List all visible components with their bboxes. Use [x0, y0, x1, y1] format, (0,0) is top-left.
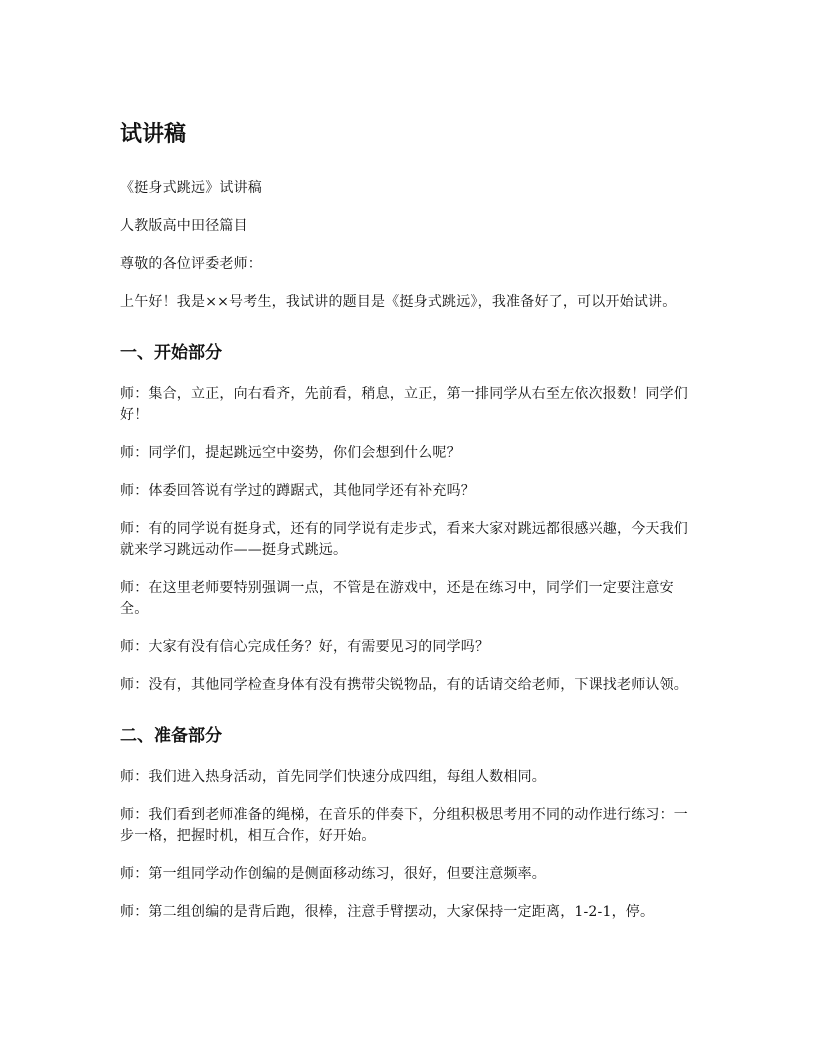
section1-paragraph: 师：体委回答说有学过的蹲踞式，其他同学还有补充吗？ — [120, 483, 475, 499]
section1-paragraph: 师：没有，其他同学检查身体有没有携带尖锐物品，有的话请交给老师，下课找老师认领。 — [120, 677, 688, 693]
document-title: 试讲稿 — [120, 122, 187, 147]
greeting-paragraph: 尊敬的各位评委老师： — [120, 256, 262, 272]
section1-paragraph: 师：集合，立正，向右看齐，先前看，稍息，立正，第一排同学从右至左依次报数！同学们好！ — [120, 386, 688, 423]
section2-paragraph: 师：我们看到老师准备的绳梯，在音乐的伴奏下，分组积极思考用不同的动作进行练习：一步一格，把握时机，相互合作，好开始。 — [120, 807, 688, 844]
lesson-title-paragraph: 《挺身式跳远》试讲稿 — [120, 180, 262, 196]
section1-paragraph: 师：同学们，提起跳远空中姿势，你们会想到什么呢？ — [120, 445, 461, 461]
textbook-info-paragraph: 人教版高中田径篇目 — [120, 218, 248, 234]
section2-paragraph: 师：第一组同学动作创编的是侧面移动练习，很好，但要注意频率。 — [120, 866, 546, 882]
section-heading-start: 一、开始部分 — [120, 343, 222, 363]
opening-statement-paragraph: 上午好！我是××号考生，我试讲的题目是《挺身式跳远》，我准备好了，可以开始试讲。 — [120, 294, 677, 310]
section2-paragraph: 师：我们进入热身活动，首先同学们快速分成四组，每组人数相同。 — [120, 769, 546, 785]
section1-paragraph: 师：大家有没有信心完成任务？好，有需要见习的同学吗？ — [120, 639, 490, 655]
document-content — [120, 120, 700, 923]
section-heading-preparation: 二、准备部分 — [120, 726, 222, 746]
section1-paragraph: 师：在这里老师要特别强调一点，不管是在游戏中，还是在练习中，同学们一定要注意安全。 — [120, 580, 674, 617]
section2-paragraph: 师：第二组创编的是背后跑，很棒，注意手臂摆动，大家保持一定距离，1-2-1，停。 — [120, 904, 655, 920]
section1-paragraph: 师：有的同学说有挺身式，还有的同学说有走步式，看来大家对跳远都很感兴趣，今天我们就来学习跳远动作——挺身式跳远。 — [120, 521, 688, 558]
